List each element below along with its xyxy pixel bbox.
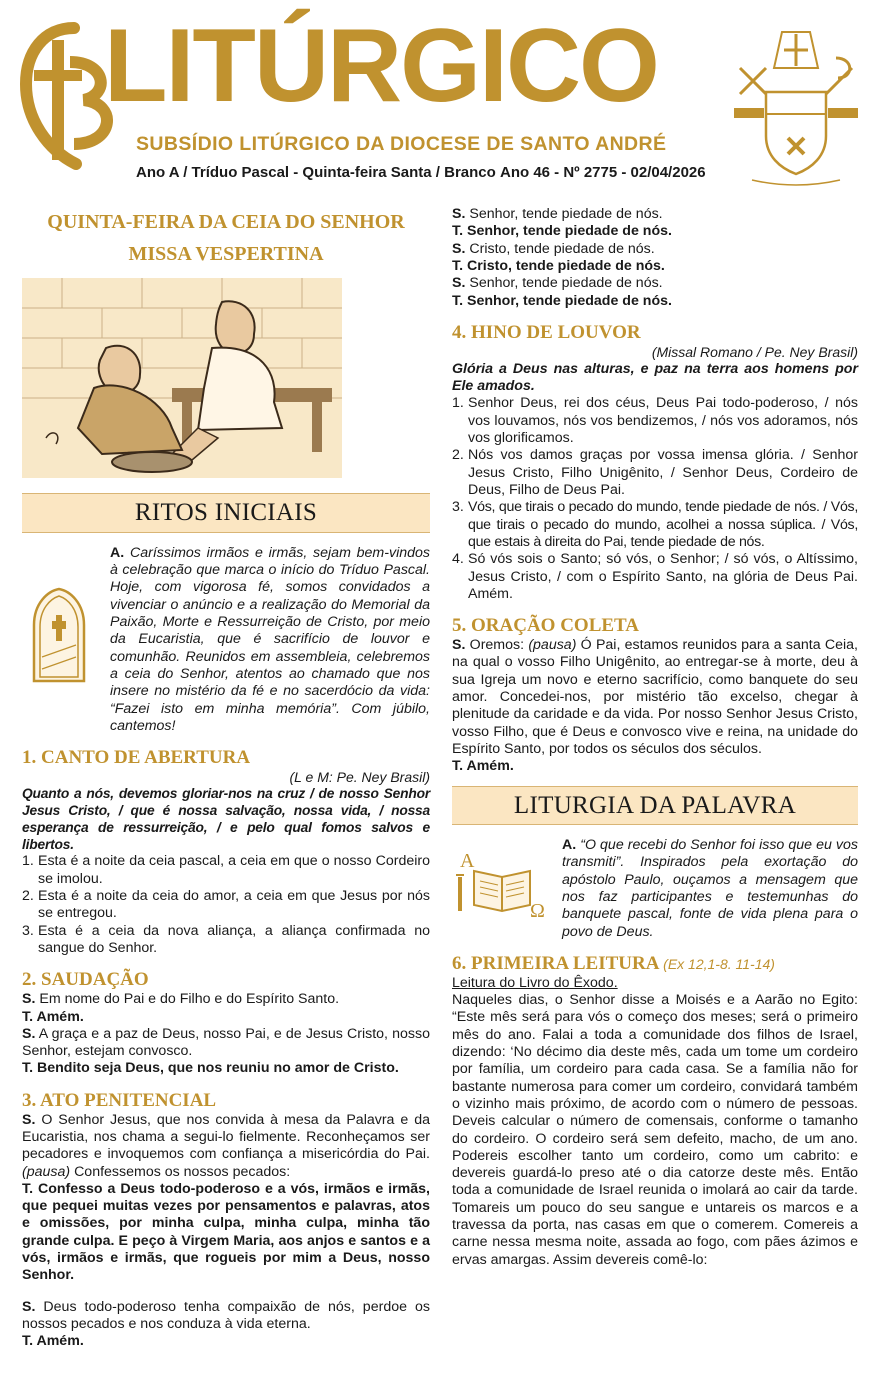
list-item: 2. Nós vos damos graças por vossa imensa glória. / Senhor Jesus Cristo, Filho Unigênito, / Senhor Deus, Cordeiro de Deus, Filho de Deus Pai. <box>452 447 858 498</box>
left-column <box>22 200 430 1351</box>
kyrie-line: S. Senhor, tende piedade de nós. <box>452 206 663 222</box>
celebration-title: QUINTA-FEIRA DA CEIA DO SENHOR MISSA VESPERTINA <box>47 211 405 265</box>
section-title-saudacao: 2. SAUDAÇÃO <box>22 969 149 991</box>
list-item: 1. Senhor Deus, rei dos céus, Deus Pai todo-poderoso, / nós vos louvamos, nós vos bendizemos, / nós vos adoramos, nós vos glorificamos. <box>452 395 858 447</box>
section-title-canto-abertura: 1. CANTO DE ABERTURA <box>22 747 251 769</box>
saudacao-response: T. Bendito seja Deus, que nos reuniu no amor de Cristo. <box>22 1060 399 1077</box>
speaker-label: A. <box>110 544 125 561</box>
section-title-ato-penitencial: 3. ATO PENITENCIAL <box>22 1089 217 1111</box>
intro-text: “O que recebi do Senhor foi isso que eu vos transmiti”. Inspirados pela exortação do apóstolo Paulo, ouçamos a mensagem que nos faz participantes e testemunhas do banquete pascal, fonte de vida plena para o povo de Deus. <box>562 837 858 940</box>
publication-subtitle: SUBSÍDIO LITÚRGICO DA DIOCESE DE SANTO ANDRÉ <box>136 133 667 155</box>
absolution-response: T. Amém. <box>22 1333 84 1350</box>
masthead <box>0 0 882 200</box>
section-title-primeira-leitura: 6. PRIMEIRA LEITURA (Ex 12,1-8. 11-14) <box>452 952 775 974</box>
palavra-intro <box>452 837 858 941</box>
kyrie-litany <box>452 206 858 310</box>
canto-refrain: Quanto a nós, devemos gloriar-nos na cruz / de nosso Senhor Jesus Cristo, / que é nossa salvação, nossa vida, / nossa esperança de ressurreição, / e pelo qual fomos salvos e libertos. <box>22 786 430 852</box>
ritos-iniciais-banner: RITOS INICIAIS <box>22 493 430 533</box>
diocese-crest-icon <box>726 28 866 188</box>
gloria-refrain: Glória a Deus nas alturas, e paz na terra aos homens por Ele amados. <box>452 360 858 395</box>
list-item: 3. Vós, que tirais o pecado do mundo, tende piedade de nós. / Vós, que tirais o pecado do mundo, acolhei a nossa súplica. / Vós, que estais à direita do Pai, tende piedade de nós. <box>452 499 858 550</box>
section-title-oracao-coleta: 5. ORAÇÃO COLETA <box>452 615 640 637</box>
right-column <box>452 200 858 1269</box>
kyrie-line: S. Senhor, tende piedade de nós. <box>452 275 663 292</box>
intro-text: Caríssimos irmãos e irmãs, sejam bem-vindos à celebração que marca o início do Tríduo Pascal. Hoje, com vigorosa fé, somos convidados a vivenciar o anúncio e a realização do Memorial da Paixão, Morte e Ressurreição de Cristo, por meio da Eucaristia, que é sacrifício de louvor e comunhão. Reunidos em assembleia, celebremos a ceia do Senhor, atentos ao chamado que nos insere no mistério da fé e no sacerdócio da vida: “Fazei isto em minha memória”. Com júbilo, cantemos! <box>110 544 430 734</box>
list-item: 4. Só vós sois o Santo; só vós, o Senhor; / só vós, o Altíssimo, Jesus Cristo, / com o Espírito Santo, na glória de Deus Pai. Amém. <box>452 551 858 602</box>
confiteor-text: T. Confesso a Deus todo-poderoso e a vós, irmãos e irmãs, que pequei muitas vezes por pensamentos e palavras, atos e omissões, por minha culpa, minha culpa, minha tão grande culpa. E peço à Virgem Maria, aos anjos e santos e a vós, irmãos e irmãs, que rogueis por mim a Deus, nosso Senhor. <box>22 1180 430 1284</box>
kyrie-line: T. Senhor, tende piedade de nós. <box>452 292 672 309</box>
oracao-coleta-response: T. Amém. <box>452 758 514 775</box>
reading-text: Naqueles dias, o Senhor disse a Moisés e a Aarão no Egito: “Este mês será para vós o começo dos meses; será o primeiro mês do ano. Falai a toda a comunidade dos filhos de Israel, dizendo: ‘No décimo dia deste mês, cada um tome um cordeiro por família, um cordeiro para cada casa. Se a família não for bastante numerosa para comer um cordeiro, convidará também o vizinho mais próximo, de acordo com o número de pessoas. Deveis calcular o número de comensais, conforme o tamanho do cordeiro. O cordeiro será sem defeito, macho, de um ano. Podereis escolher tanto um cordeiro, como um cabrito: e devereis guardá-lo preso até o dia catorze deste mês. Então toda a comunidade de Israel reunida o imolará ao cair da tarde. Tomareis um pouco do seu sangue e untareis os marcos e a travessa da porta, nas casas em que o comerem. Comereis a carne nessa mesma noite, assada ao fogo, com pães ázimos e ervas amargas. Assim devereis comê-lo: <box>452 992 858 1268</box>
absolution-text: S. Deus todo-poderoso tenha compaixão de nós, perdoe os nossos pecados e nos conduza à vida eterna. <box>22 1298 430 1333</box>
reading-reference: (Ex 12,1-8. 11-14) <box>663 955 775 972</box>
open-book-icon <box>454 847 554 919</box>
church-window-icon <box>28 585 90 685</box>
svg-text:A: A <box>460 850 475 873</box>
kyrie-line: T. Senhor, tende piedade de nós. <box>452 223 672 240</box>
svg-text:Ω: Ω <box>530 900 545 920</box>
canto-stanzas <box>22 853 430 957</box>
issue-info-left: Ano A / Tríduo Pascal - Quinta-feira Santa / Branco <box>136 164 496 181</box>
saudacao-line: S. A graça e a paz de Deus, nosso Pai, e de Jesus Cristo, nosso Senhor, estejam convosco. <box>22 1025 430 1060</box>
foot-washing-illustration <box>22 278 342 478</box>
speaker-label: A. <box>562 837 577 854</box>
ato-penitencial-invite: S. O Senhor Jesus, que nos convida à mesa da Palavra e da Eucaristia, nos chama a segui-lo fielmente. Reconheçamos ser pecadores e invoquemos com confiança a misericórdia do Pai. (pausa) Confessemos os nossos pecados: <box>22 1111 430 1180</box>
oracao-coleta-text: S. Oremos: (pausa) Ó Pai, estamos reunidos para a santa Ceia, na qual o vosso Filho Unigênito, ao entregar-se à morte, deu à sua Igreja um novo e eterno sacrifício, como banquete do seu amor. Concedei-nos, por mistério tão excelso, chegar à plenitude da caridade e da vida. Por nosso Senhor Jesus Cristo, vosso Filho, que é Deus e convosco vive e reina, na unidade do Espírito Santo, por todos os séculos dos séculos. <box>452 637 858 757</box>
issue-info-right: Ano 46 - Nº 2775 - 02/04/2026 <box>500 164 706 181</box>
kyrie-line: S. Cristo, tende piedade de nós. <box>452 240 655 257</box>
publication-title: LITÚRGICO <box>104 8 658 124</box>
kyrie-line: T. Cristo, tende piedade de nós. <box>452 257 665 274</box>
gloria-stanzas <box>452 395 858 603</box>
credit-canto-abertura: (L e M: Pe. Ney Brasil) <box>289 769 430 786</box>
list-item: 2. Esta é a noite da ceia do amor, a ceia em que Jesus por nós se entregou. <box>22 888 430 922</box>
reading-source: Leitura do Livro do Êxodo. <box>452 974 618 991</box>
liturgia-palavra-banner: LITURGIA DA PALAVRA <box>452 786 858 826</box>
section-title-hino-louvor: 4. HINO DE LOUVOR <box>452 321 641 343</box>
list-item: 3. Esta é a ceia da nova aliança, a aliança confirmada no sangue do Senhor. <box>22 922 430 957</box>
list-item: 1. Esta é a noite da ceia pascal, a ceia em que o nosso Cordeiro se imolou. <box>22 853 430 887</box>
credit-hino-louvor: (Missal Romano / Pe. Ney Brasil) <box>651 343 858 360</box>
ritos-intro <box>22 545 430 735</box>
saudacao-line: S. Em nome do Pai e do Filho e do Espírito Santo. <box>22 991 340 1008</box>
saudacao-response: T. Amém. <box>22 1008 84 1025</box>
